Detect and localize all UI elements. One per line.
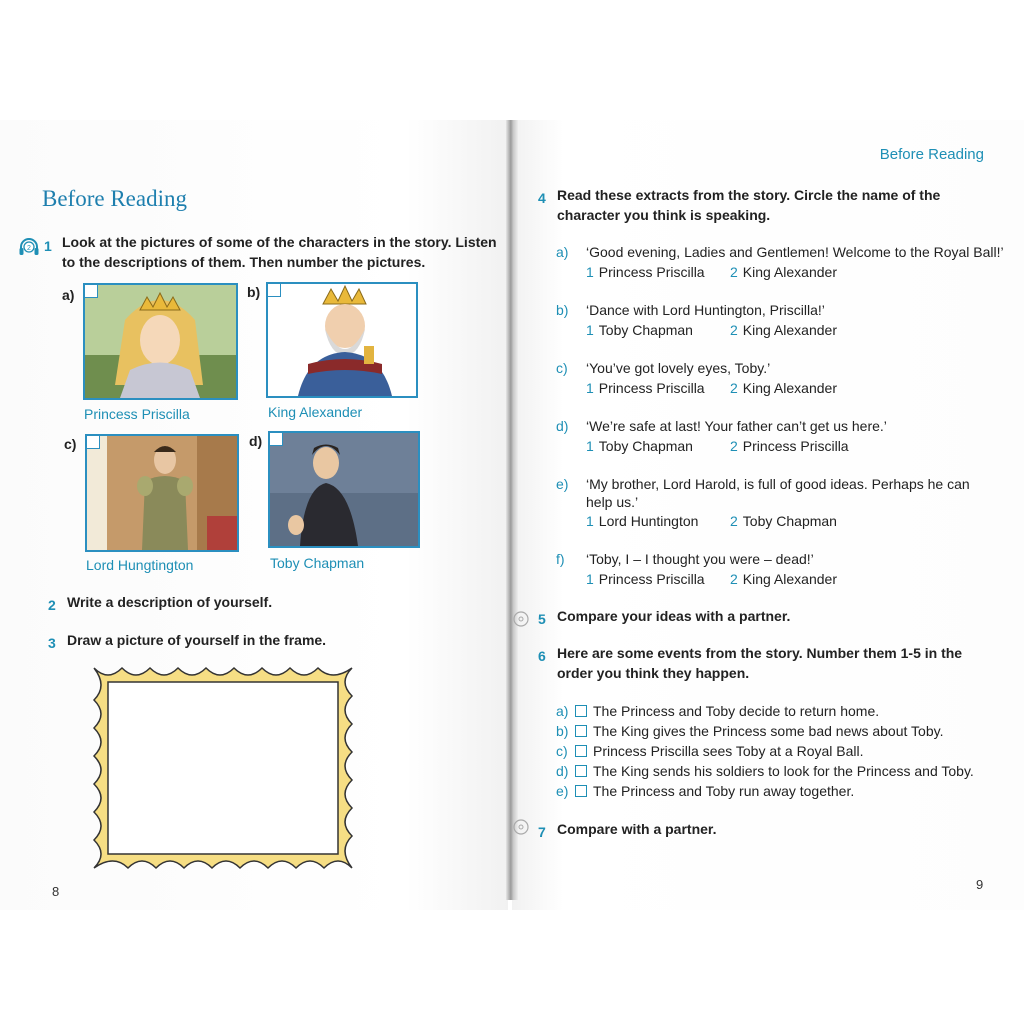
q6-text: Here are some events from the story. Number them 1-5 in the order you think they happen. bbox=[557, 645, 963, 681]
event-b-checkbox[interactable] bbox=[575, 725, 587, 737]
extract-f-option-2[interactable]: 2 King Alexander bbox=[730, 571, 837, 587]
q7-text: Compare with a partner. bbox=[557, 821, 717, 837]
drawing-frame[interactable] bbox=[88, 662, 358, 874]
q4-number: 4 bbox=[538, 190, 546, 206]
extract-d-quote: ‘We’re safe at last! Your father can’t get us here.’ bbox=[586, 418, 887, 434]
q3-number: 3 bbox=[48, 635, 56, 651]
extract-f-quote: ‘Toby, I – I thought you were – dead!’ bbox=[586, 551, 814, 567]
event-c-checkbox[interactable] bbox=[575, 745, 587, 757]
q6-number: 6 bbox=[538, 648, 546, 664]
extract-f-option-1[interactable]: 1 Princess Priscilla bbox=[586, 571, 705, 587]
pic-b-checkbox[interactable] bbox=[267, 283, 281, 297]
extract-d-letter: d) bbox=[556, 418, 569, 434]
q2-number: 2 bbox=[48, 597, 56, 613]
q2-text: Write a description of yourself. bbox=[67, 594, 273, 610]
left-page-number: 8 bbox=[52, 884, 60, 899]
pic-a-letter: a) bbox=[62, 287, 75, 303]
pic-b-letter: b) bbox=[247, 284, 261, 300]
extract-d-option-2[interactable]: 2 Princess Priscilla bbox=[730, 438, 849, 454]
pic-a-checkbox[interactable] bbox=[84, 284, 98, 298]
headphones-icon bbox=[18, 236, 40, 258]
q3-text: Draw a picture of yourself in the frame. bbox=[67, 632, 327, 648]
extract-c-option-2[interactable]: 2 King Alexander bbox=[730, 380, 837, 396]
pic-a-caption: Princess Priscilla bbox=[84, 406, 190, 422]
extract-a-option-1[interactable]: 1 Princess Priscilla bbox=[586, 264, 705, 280]
event-d: d) The King sends his soldiers to look for the Princess and Toby. bbox=[556, 763, 974, 779]
picture-king bbox=[266, 282, 418, 398]
q5-text: Compare your ideas with a partner. bbox=[557, 608, 791, 624]
cd-icon bbox=[510, 818, 532, 836]
cd-icon bbox=[510, 610, 532, 628]
extract-b-letter: b) bbox=[556, 302, 569, 318]
book-gutter bbox=[506, 120, 518, 900]
pic-d-caption: Toby Chapman bbox=[270, 555, 365, 571]
picture-lord bbox=[85, 434, 239, 552]
event-e: e) The Princess and Toby run away together. bbox=[556, 783, 855, 799]
extract-a-quote: ‘Good evening, Ladies and Gentlemen! Welcome to the Royal Ball!’ bbox=[586, 244, 1004, 260]
event-a-checkbox[interactable] bbox=[575, 705, 587, 717]
q1-number: 1 bbox=[44, 238, 52, 254]
extract-c-quote: ‘You’ve got lovely eyes, Toby.’ bbox=[586, 360, 771, 376]
extract-f-letter: f) bbox=[556, 551, 565, 567]
extract-b-option-2[interactable]: 2 King Alexander bbox=[730, 322, 837, 338]
event-e-checkbox[interactable] bbox=[575, 785, 587, 797]
pic-d-letter: d) bbox=[249, 433, 263, 449]
page-title: Before Reading bbox=[42, 186, 187, 211]
right-header: Before Reading bbox=[879, 146, 984, 163]
pic-d-checkbox[interactable] bbox=[269, 432, 283, 446]
right-page-number: 9 bbox=[976, 877, 984, 892]
q7-number: 7 bbox=[538, 824, 546, 840]
pic-b-caption: King Alexander bbox=[268, 404, 363, 420]
event-b: b) The King gives the Princess some bad news about Toby. bbox=[556, 723, 944, 739]
extract-c-letter: c) bbox=[556, 360, 568, 376]
extract-e-quote: ‘My brother, Lord Harold, is full of good ideas. Perhaps he can help us.’ bbox=[586, 476, 970, 510]
extract-a-option-2[interactable]: 2 King Alexander bbox=[730, 264, 837, 280]
svg-text:2: 2 bbox=[27, 245, 31, 252]
picture-princess bbox=[83, 283, 238, 400]
event-a: a) The Princess and Toby decide to return home. bbox=[556, 703, 880, 719]
q1-text: Look at the pictures of some of the characters in the story. Listen to the descriptions of them. Then number the pictures. bbox=[62, 234, 497, 270]
pic-c-letter: c) bbox=[64, 436, 77, 452]
extract-e-letter: e) bbox=[556, 476, 569, 492]
extract-e-option-1[interactable]: 1 Lord Huntington bbox=[586, 513, 699, 529]
picture-toby bbox=[268, 431, 420, 548]
q4-text: Read these extracts from the story. Circle the name of the character you think is speaking. bbox=[557, 187, 941, 223]
extract-e-option-2[interactable]: 2 Toby Chapman bbox=[730, 513, 837, 529]
event-d-checkbox[interactable] bbox=[575, 765, 587, 777]
pic-c-caption: Lord Hungtington bbox=[86, 557, 194, 573]
extract-a-letter: a) bbox=[556, 244, 569, 260]
extract-b-option-1[interactable]: 1 Toby Chapman bbox=[586, 322, 693, 338]
extract-b-quote: ‘Dance with Lord Huntington, Priscilla!’ bbox=[586, 302, 825, 318]
q5-number: 5 bbox=[538, 611, 546, 627]
extract-c-option-1[interactable]: 1 Princess Priscilla bbox=[586, 380, 705, 396]
pic-c-checkbox[interactable] bbox=[86, 435, 100, 449]
extract-d-option-1[interactable]: 1 Toby Chapman bbox=[586, 438, 693, 454]
event-c: c) Princess Priscilla sees Toby at a Royal Ball. bbox=[556, 743, 864, 759]
